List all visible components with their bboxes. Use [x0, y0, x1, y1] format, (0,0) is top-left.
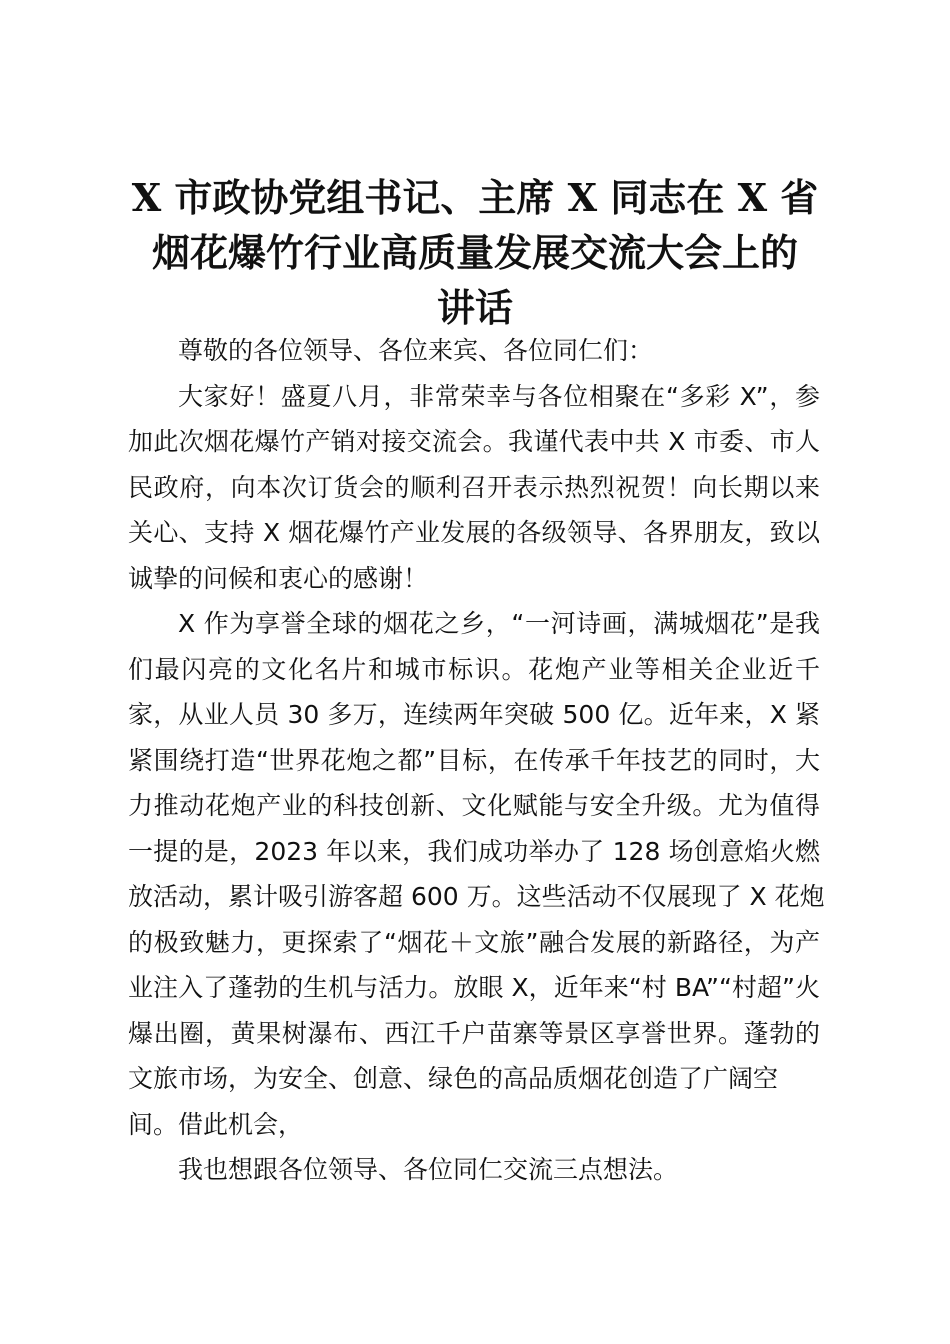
paragraph-line: 力推动花炮产业的科技创新、文化赋能与安全升级。尤为值得 — [128, 791, 820, 820]
paragraph-line: 诚挚的问候和衷心的感谢！ — [128, 563, 429, 593]
paragraph-line: 加此次烟花爆竹产销对接交流会。我谨代表中共 X 市委、市人 — [128, 427, 820, 456]
paragraph-line: 一提的是，2023 年以来，我们成功举办了 128 场创意焰火燃 — [128, 836, 820, 866]
paragraph-line: 的极致魅力，更探索了“烟花＋文旅”融合发展的新路径，为产 — [128, 927, 820, 957]
closing-paragraph: 我也想跟各位领导、各位同仁交流三点想法。 — [178, 1155, 679, 1184]
paragraph-line: 间。借此机会， — [128, 1109, 304, 1139]
title-line: 讲话 — [436, 285, 513, 330]
paragraph-line: 家，从业人员 30 多万，连续两年突破 500 亿。近年来，X 紧 — [128, 700, 820, 729]
paragraph-line: 放活动，累计吸引游客超 600 万。这些活动不仅展现了 X 花炮 — [128, 882, 825, 911]
paragraph-line: 关心、支持 X 烟花爆竹产业发展的各级领导、各界朋友，致以 — [128, 518, 820, 547]
title-line: X 市政协党组书记、主席 X 同志在 X 省 — [131, 175, 819, 220]
paragraph-line: 文旅市场，为安全、创意、绿色的高品质烟花创造了广阔空 — [128, 1064, 779, 1093]
document-title — [110, 170, 840, 335]
paragraph-line: X 作为享誉全球的烟花之乡，“一河诗画，满城烟花”是我 — [178, 609, 820, 638]
paragraph-line: 爆出圈，黄果树瀑布、西江千户苗寨等景区享誉世界。蓬勃的 — [128, 1018, 820, 1048]
paragraph-line: 们最闪亮的文化名片和城市标识。花炮产业等相关企业近千 — [128, 654, 820, 684]
paragraph-line: 民政府，向本次订货会的顺利召开表示热烈祝贺！向长期以来 — [128, 472, 820, 502]
paragraph-line: 大家好！盛夏八月，非常荣幸与各位相聚在“多彩 X”，参 — [178, 381, 820, 411]
paragraph-greeting — [128, 374, 820, 602]
title-line: 烟花爆竹行业高质量发展交流大会上的 — [151, 230, 798, 275]
document-body — [128, 328, 825, 1193]
paragraph-line: 紧围绕打造“世界花炮之都”目标，在传承千年技艺的同时，大 — [128, 745, 820, 775]
paragraph-line: 业注入了蓬勃的生机与活力。放眼 X，近年来“村 BA”“村超”火 — [128, 973, 820, 1002]
salutation: 尊敬的各位领导、各位来宾、各位同仁们： — [178, 336, 654, 365]
paragraph-introduction — [128, 601, 825, 1147]
